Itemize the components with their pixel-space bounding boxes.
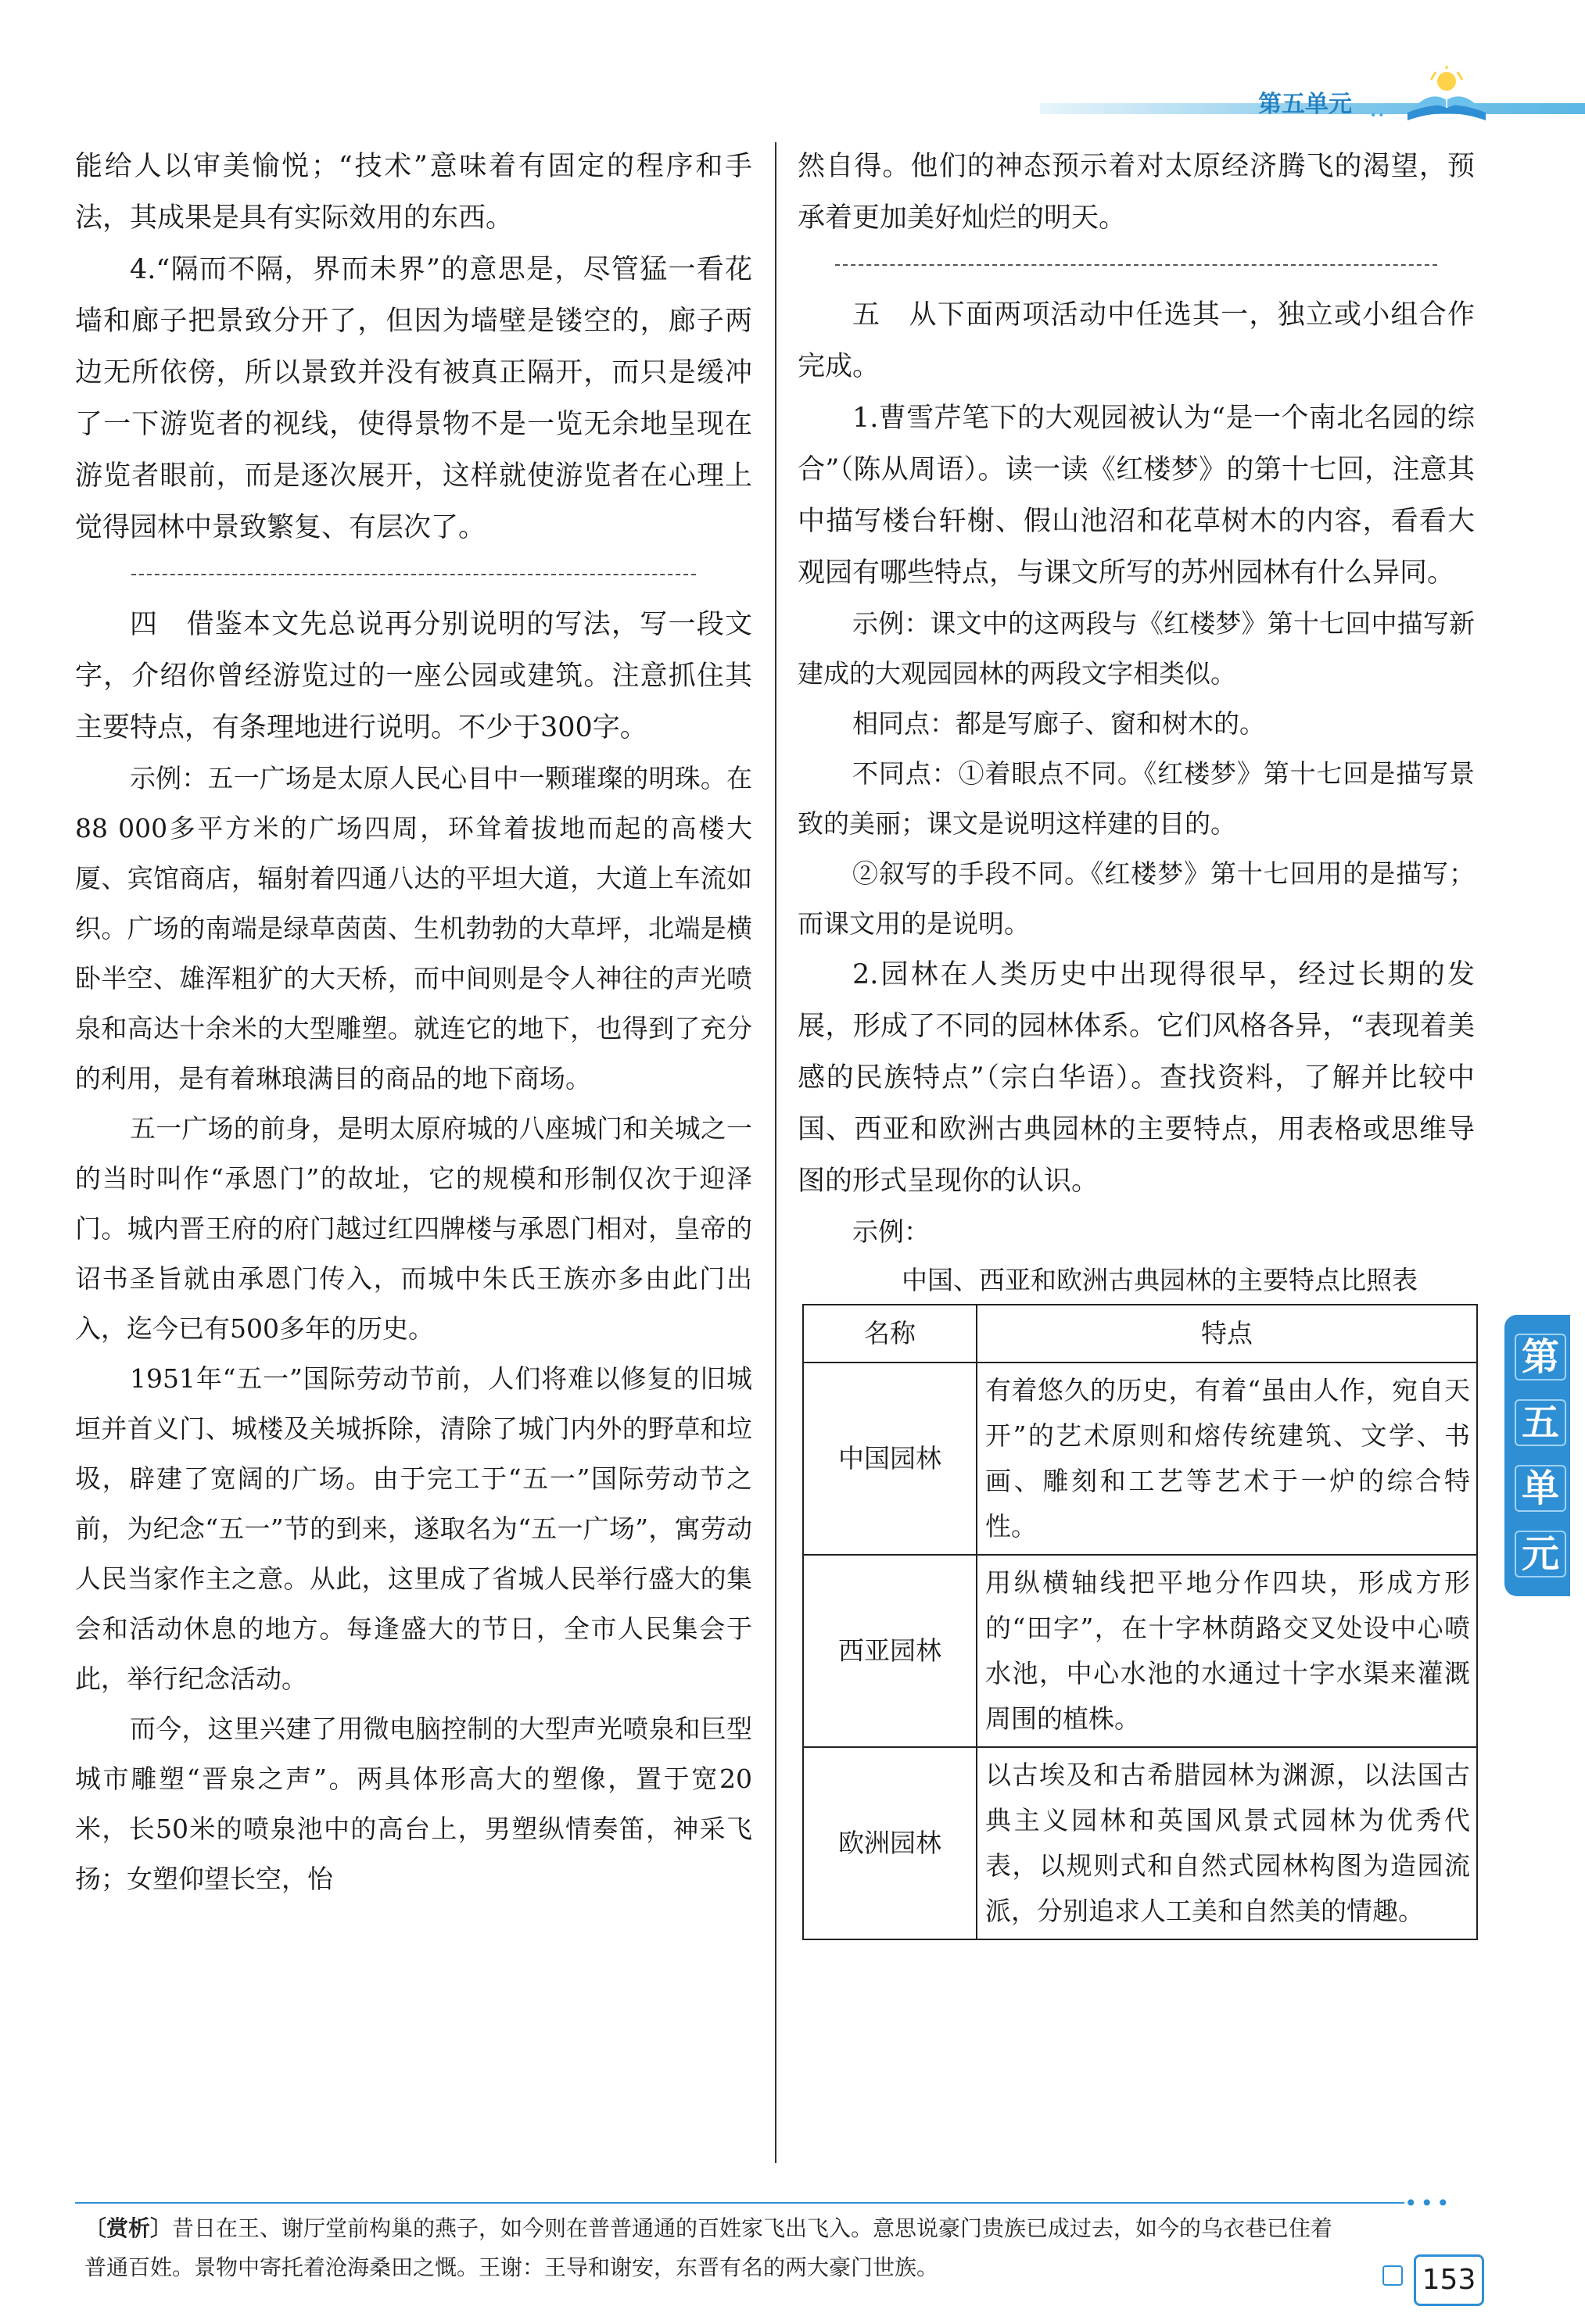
left-column bbox=[75, 141, 752, 1904]
row-feature: 以古埃及和古希腊园林为渊源，以法国古典主义园林和英国风景式园林为优秀代表，以规则式和自然式园林构图为造园流派，分别追求人工美和自然美的情趣。 bbox=[977, 1747, 1477, 1939]
side-tab-char: 单 bbox=[1515, 1465, 1566, 1512]
side-tab-char: 元 bbox=[1515, 1531, 1566, 1577]
side-tab-char: 五 bbox=[1515, 1399, 1566, 1446]
comparison-table bbox=[802, 1304, 1478, 1940]
section-divider bbox=[835, 264, 1437, 266]
example-paragraph-2: 五一广场的前身，是明太原府城的八座城门和关城之一的当时叫作“承恩门”的故址，它的规模和形制仅次于迎泽门。城内晋王府的府门越过红四牌楼与承恩门相对，皇帝的诏书圣旨就由承恩门传入，而城中朱氏王族亦多由此门出入，迄今已有500多年的历史。 bbox=[75, 1113, 752, 1344]
note-text: 昔日在王、谢厅堂前构巢的燕子，如今则在普普通通的百姓家飞出飞入。意思说豪门贵族已成过去，如今的乌衣巷已住着普通百姓。景物中寄托着沧海桑田之慨。王谢：王导和谢安，东晋有名的两大豪门世族。 bbox=[84, 2215, 1333, 2280]
question-5: 五 从下面两项活动中任选其一，独立或小组合作完成。 bbox=[798, 299, 1475, 382]
row-name: 西亚园林 bbox=[803, 1555, 977, 1747]
footer-rule bbox=[75, 2202, 1404, 2204]
activity-2: 2.园林在人类历史中出现得很早，经过长期的发展，形成了不同的园林体系。它们风格各异，“表现着美感的民族特点”（宗白华语）。查找资料，了解并比较中国、西亚和欧洲古典园林的主要特点，用表格或思维导图的形式呈现你的认识。 bbox=[798, 959, 1475, 1197]
row-feature: 用纵横轴线把平地分作四块，形成方形的“田字”，在十字林荫路交叉处设中心喷水池，中心水池的水通过十字水渠来灌溉周围的植株。 bbox=[977, 1555, 1477, 1747]
row-name: 中国园林 bbox=[803, 1363, 977, 1555]
paragraph-continuation: 然自得。他们的神态预示着对太原经济腾飞的渴望，预承着更加美好灿烂的明天。 bbox=[798, 151, 1475, 234]
row-name: 欧洲园林 bbox=[803, 1747, 977, 1939]
note-tag: 〔赏析〕 bbox=[84, 2215, 173, 2241]
footer-dots: ••• bbox=[1404, 2190, 1453, 2216]
difference-2: ②叙写的手段不同。《红楼梦》第十七回用的是描写；而课文用的是说明。 bbox=[798, 858, 1475, 939]
activity-1: 1.曹雪芹笔下的大观园被认为“是一个南北名园的综合”（陈从周语）。读一读《红楼梦》的第十七回，注意其中描写楼台轩榭、假山池沼和花草树木的内容，看看大观园有哪些特点，与课文所写的苏州园林有什么异同。 bbox=[798, 403, 1475, 589]
answer-4: 4.“隔而不隔，界而未界”的意思是，尽管猛一看花墙和廊子把景致分开了，但因为墙壁是镂空的，廊子两边无所依傍，所以景致并没有被真正隔开，而只是缓冲了一下游览者的视线，使得景物不是一览无余地呈现在游览者眼前，而是逐次展开，这样就使游览者在心理上觉得园林中景致繁复、有层次了。 bbox=[75, 254, 752, 543]
paragraph-continuation: 能给人以审美愉悦；“技术”意味着有固定的程序和手法，其成果是具有实际效用的东西。 bbox=[75, 151, 752, 234]
column-divider bbox=[775, 142, 776, 2163]
unit-title: 第五单元 bbox=[1258, 91, 1352, 118]
page-number: 153 bbox=[1414, 2254, 1484, 2306]
example-paragraph-3: 1951年“五一”国际劳动节前，人们将难以修复的旧城垣并首义门、城楼及关城拆除，清除了城门内外的野草和垃圾，辟建了宽阔的广场。由于完工于“五一”国际劳动节之前，为纪念“五一”节的到来，遂取名为“五一广场”，寓劳动人民当家作主之意。从此，这里成了省城人民举行盛大的集会和活动休息的地方。每逢盛大的节日，全市人民集会于此，举行纪念活动。 bbox=[75, 1363, 752, 1694]
table-header-row bbox=[803, 1305, 1477, 1363]
example-a: 示例：课文中的这两段与《红楼梦》第十七回中描写新建成的大观园园林的两段文字相类似。 bbox=[798, 608, 1475, 689]
similarity: 相同点：都是写廊子、窗和树木的。 bbox=[852, 708, 1265, 739]
example-paragraph-1: 示例：五一广场是太原人民心目中一颗璀璨的明珠。在88 000多平方米的广场四周，环耸着拔地而起的高楼大厦、宾馆商店，辐射着四通八达的平坦大道，大道上车流如织。广场的南端是绿草茵茵、生机勃勃的大草坪，北端是横卧半空、雄浑粗犷的大天桥，而中间则是令人神往的声光喷泉和高达十余米的大型雕塑。就连它的地下，也得到了充分的利用，是有着琳琅满目的商品的地下商场。 bbox=[75, 763, 752, 1094]
example-b: 示例： bbox=[852, 1216, 930, 1247]
header-name: 名称 bbox=[803, 1305, 977, 1363]
row-feature: 有着悠久的历史，有着“虽由人作，宛自天开”的艺术原则和熔传统建筑、文学、书画、雕刻和工艺等艺术于一炉的综合特性。 bbox=[977, 1363, 1477, 1555]
appreciation-note bbox=[84, 2209, 1351, 2287]
table-row bbox=[803, 1363, 1477, 1555]
side-tab-char: 第 bbox=[1515, 1334, 1566, 1380]
table-row bbox=[803, 1555, 1477, 1747]
header-feature: 特点 bbox=[977, 1305, 1477, 1363]
difference-1: 不同点：①着眼点不同。《红楼梦》第十七回是描写景致的美丽；课文是说明这样建的目的。 bbox=[798, 758, 1475, 839]
right-column bbox=[798, 141, 1475, 1940]
book-emblem-icon bbox=[1400, 66, 1494, 127]
table-caption: 中国、西亚和欧洲古典园林的主要特点比照表 bbox=[902, 1265, 1418, 1295]
question-4: 四 借鉴本文先总说再分别说明的写法，写一段文字，介绍你曾经游览过的一座公园或建筑。注意抓住其主要特点，有条理地进行说明。不少于300字。 bbox=[75, 609, 752, 743]
unit-side-tab bbox=[1504, 1315, 1570, 1596]
example-paragraph-4: 而今，这里兴建了用微电脑控制的大型声光喷泉和巨型城市雕塑“晋泉之声”。两具体形高大的塑像，置于宽20米，长50米的喷泉池中的高台上，男塑纵情奏笛，神采飞扬；女塑仰望长空，怡 bbox=[75, 1713, 752, 1894]
table-row bbox=[803, 1747, 1477, 1939]
section-divider bbox=[131, 574, 696, 575]
header-dots: •• bbox=[1370, 109, 1386, 122]
page-number-mark bbox=[1382, 2265, 1403, 2286]
